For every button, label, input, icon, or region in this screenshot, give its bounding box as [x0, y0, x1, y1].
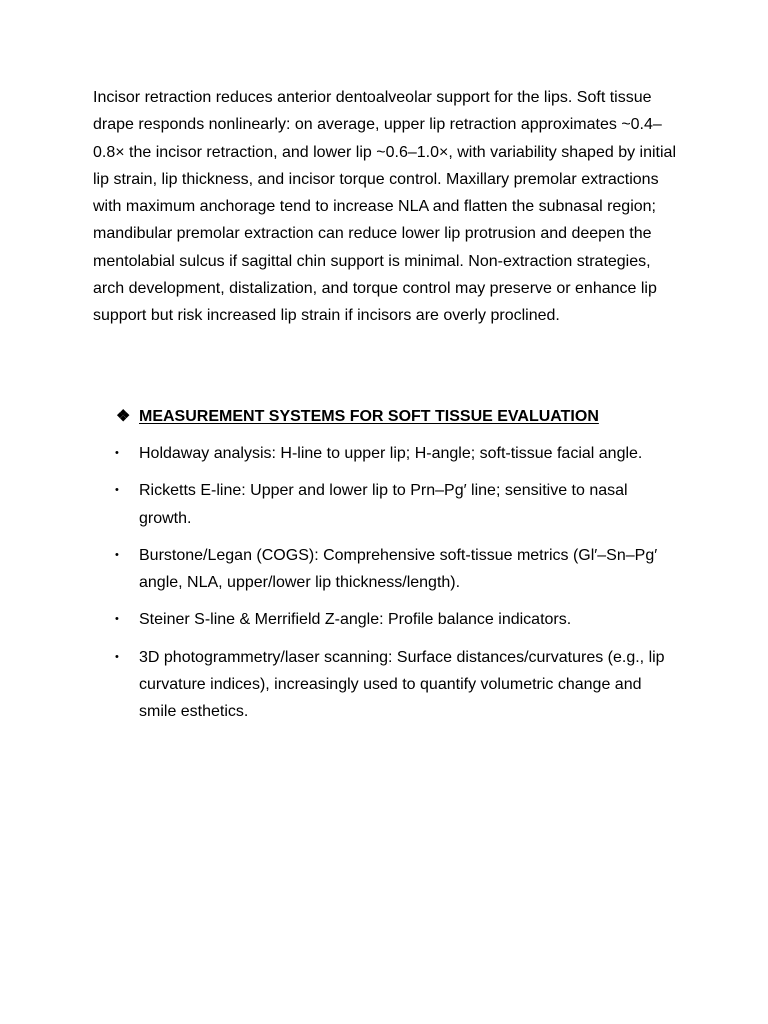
- list-item-steiner-merrifield: [93, 606, 683, 633]
- list-item-text: Burstone/Legan (COGS): Comprehensive soft-tissue metrics (Gl′–Sn–Pg′ angle, NLA, upper/lower lip thickness/length).: [139, 546, 658, 592]
- list-item-text: 3D photogrammetry/laser scanning: Surface distances/curvatures (e.g., lip curvature indices), increasingly used to quantify volumetric change and smile esthetics.: [139, 648, 665, 721]
- bullet-dot-icon: •: [115, 613, 119, 626]
- measurement-systems-section: [93, 403, 683, 736]
- diamond-bullet-icon: ❖: [116, 408, 131, 425]
- section-heading-text: MEASUREMENT SYSTEMS FOR SOFT TISSUE EVALUATION: [139, 408, 599, 425]
- list-item-text: Steiner S-line & Merrifield Z-angle: Profile balance indicators.: [139, 611, 572, 629]
- intro-paragraph: Incisor retraction reduces anterior dentoalveolar support for the lips. Soft tissue drape responds nonlinearly: on average, upper lip retraction approximates ~0.4–0.8× the incisor retraction, and lower lip ~0.6–1.0×, with variability shaped by initial lip strain, lip thickness, and incisor torque control. Maxillary premolar extractions with maximum anchorage tend to increase NLA and flatten the subnasal region; mandibular premolar extraction can reduce lower lip protrusion and deepen the mentolabial sulcus if sagittal chin support is minimal. Non-extraction strategies, arch development, distalization, and torque control may preserve or enhance lip support but risk increased lip strain if incisors are overly proclined.: [93, 89, 676, 325]
- list-item-text: Ricketts E-line: Upper and lower lip to Prn–Pg′ line; sensitive to nasal growth.: [139, 482, 628, 527]
- bullet-dot-icon: •: [115, 484, 119, 497]
- list-item-ricketts: [93, 477, 683, 532]
- bullet-dot-icon: •: [115, 447, 119, 459]
- list-item-3d-photogrammetry: [93, 644, 683, 726]
- bullet-dot-icon: •: [115, 548, 119, 561]
- section-heading: [93, 403, 683, 430]
- measurement-systems-list: [93, 440, 683, 726]
- list-item-burstone-legan: [93, 542, 683, 597]
- list-item-text: Holdaway analysis: H-line to upper lip; H-angle; soft-tissue facial angle.: [139, 445, 643, 462]
- bullet-dot-icon: •: [115, 650, 119, 663]
- list-item-holdaway: [93, 440, 683, 467]
